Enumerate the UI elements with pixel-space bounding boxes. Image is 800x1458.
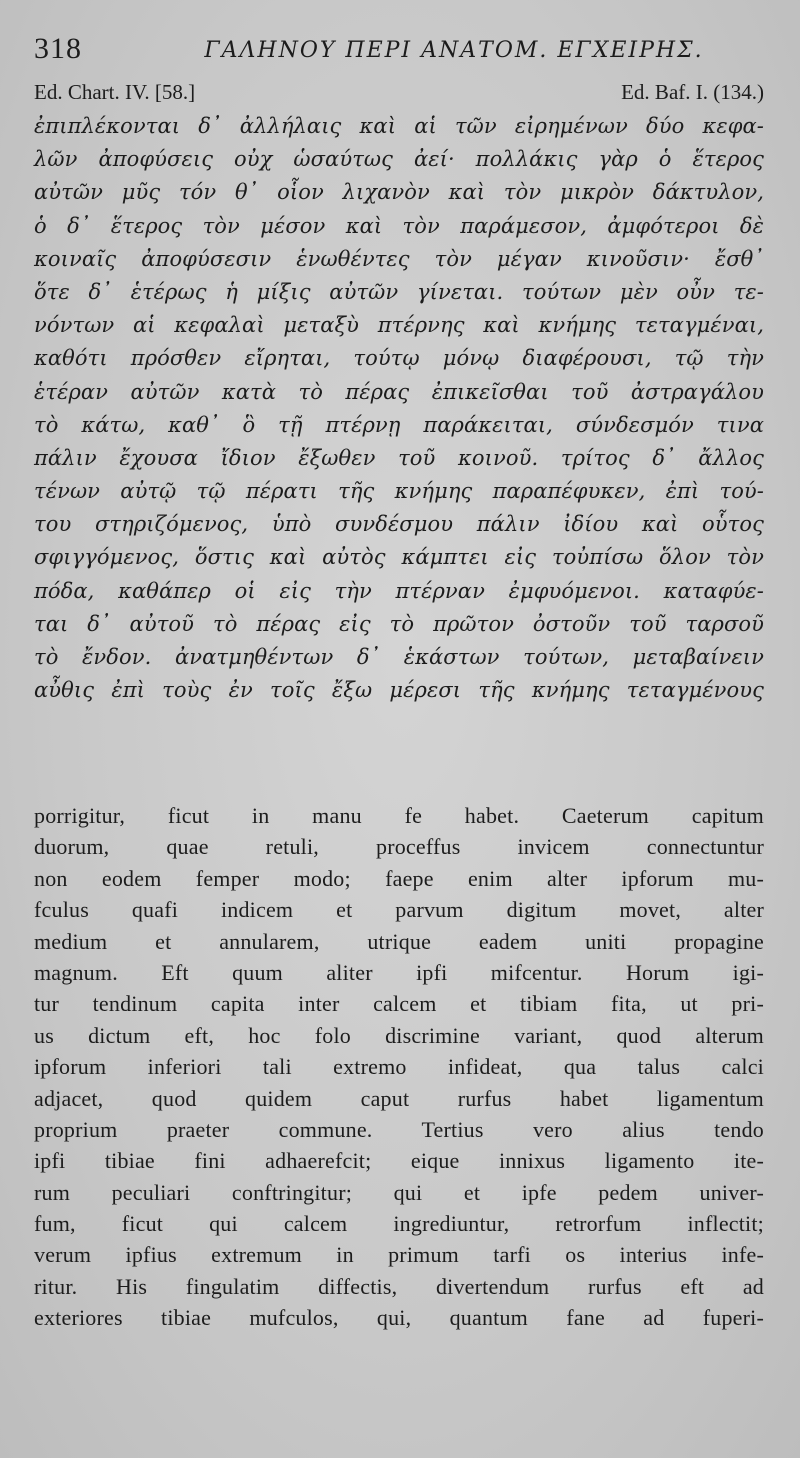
greek-text-line: σφιγγόμενος, ὅστις καὶ αὐτὸς κάμπτει εἰς τοὐπίσω ὅλον τὸν [34,545,764,570]
latin-text-line: adjacet, quod quidem caput rurfus habet ligamentum [34,1085,764,1111]
latin-text-line: fculus quafi indicem et parvum digitum movet, alter [34,897,764,923]
latin-text-line: medium et annularem, utrique eadem uniti propagine [34,928,764,954]
greek-text-line: ἐπιπλέκονται δ᾽ ἀλλήλαις καὶ αἱ τῶν εἰρημένων δύο κεφα- [34,114,764,138]
page-number: 318 [34,32,82,65]
latin-text-line: tur tendinum capita inter calcem et tibiam fita, ut pri- [34,991,764,1017]
edition-basel-ref: Ed. Baf. I. (134.) [621,80,764,104]
greek-text-line: ἑτέραν αὐτῶν κατὰ τὸ πέρας ἐπικεῖσθαι τοῦ ἀστραγάλου [34,379,764,404]
latin-text-line: non eodem femper modo; faepe enim alter ipforum mu- [34,865,764,891]
edition-chartier-ref: Ed. Chart. IV. [58.] [34,80,196,104]
latin-text-line: verum ipfius extremum in primum tarfi os interius infe- [34,1242,764,1268]
latin-text-line: proprium praeter commune. Tertius vero alius tendo [34,1116,764,1142]
greek-text-line: ται δ᾽ αὐτοῦ τὸ πέρας εἰς τὸ πρῶτον ὀστοῦν τοῦ ταρσοῦ [34,611,764,636]
edition-reference-line [34,80,764,108]
latin-text-line: duorum, quae retuli, proceffus invicem connectuntur [34,834,764,860]
latin-text-line: rum peculiari conftringitur; qui et ipfe pedem univer- [34,1179,764,1205]
greek-text-line: κοιναῖς ἀποφύσεσιν ἑνωθέντες τὸν μέγαν κινοῦσιν· ἔσθ᾽ [34,246,764,271]
greek-text-line: ὁ δ᾽ ἕτερος τὸν μέσον καὶ τὸν παράμεσον, ἀμφότεροι δὲ [34,213,764,238]
latin-text-line: ritur. His fingulatim diffectis, divertendum rurfus eft ad [34,1273,764,1299]
latin-text-line: us dictum eft, hoc folo discrimine variant, quod alterum [34,1022,764,1048]
greek-text-line: καθότι πρόσθεν εἴρηται, τούτῳ μόνῳ διαφέρουσι, τῷ τὴν [34,346,764,371]
latin-text-line: porrigitur, ficut in manu fe habet. Caeterum capitum [34,803,764,828]
latin-text-line: exteriores tibiae mufculos, qui, quantum fane ad fuperi- [34,1305,764,1331]
greek-text-line: λῶν ἀποφύσεις οὐχ ὡσαύτως ἀεί· πολλάκις γὰρ ὁ ἕτερος [34,147,764,172]
greek-text-line: του στηριζόμενος, ὑπὸ συνδέσμου πάλιν ἰδίου καὶ οὗτος [34,512,764,537]
greek-text-line: τὸ κάτω, καθ᾽ ὃ τῇ πτέρνῃ παράκειται, σύνδεσμόν τινα [34,412,764,437]
greek-text-line: αὖθις ἐπὶ τοὺς ἐν τοῖς ἔξω μέρεσι τῆς κνήμης τεταγμένους [34,678,764,703]
greek-text-block [34,110,764,707]
greek-text-line: ὅτε δ᾽ ἑτέρως ἡ μίξις αὐτῶν γίνεται. τούτων μὲν οὖν τε- [34,279,764,304]
greek-text-line: τὸ ἔνδον. ἀνατμηθέντων δ᾽ ἑκάστων τούτων, μεταβαίνειν [34,645,764,669]
running-title: ΓΑΛΗΝΟΥ ΠΕΡΙ ΑΝΑΤΟΜ. ΕΓΧΕΙΡΗΣ. [204,38,704,63]
greek-text-line: πόδα, καθάπερ οἱ εἰς τὴν πτέρναν ἐμφυόμενοι. καταφύε- [34,578,764,603]
greek-text-line: νόντων αἱ κεφαλαὶ μεταξὺ πτέρνης καὶ κνήμης τεταγμέναι, [34,313,764,338]
greek-text-line: πάλιν ἔχουσα ἴδιον ἔξωθεν τοῦ κοινοῦ. τρίτος δ᾽ ἄλλος [34,445,764,470]
latin-text-line: fum, ficut qui calcem ingrediuntur, retrorfum inflectit; [34,1211,764,1237]
page-header [34,30,764,70]
latin-text-block [34,800,764,1334]
greek-text-line: αὐτῶν μῦς τόν θ᾽ οἷον λιχανὸν καὶ τὸν μικρὸν δάκτυλον, [34,180,764,205]
latin-text-line: magnum. Eft quum aliter ipfi mifcentur. Horum igi- [34,959,764,985]
greek-text-line: τένων αὐτῷ τῷ πέρατι τῆς κνήμης παραπέφυκεν, ἐπὶ τού- [34,479,764,504]
latin-text-line: ipfi tibiae fini adhaerefcit; eique innixus ligamento ite- [34,1148,764,1174]
latin-text-line: ipforum inferiori tali extremo infideat, qua talus calci [34,1054,764,1080]
